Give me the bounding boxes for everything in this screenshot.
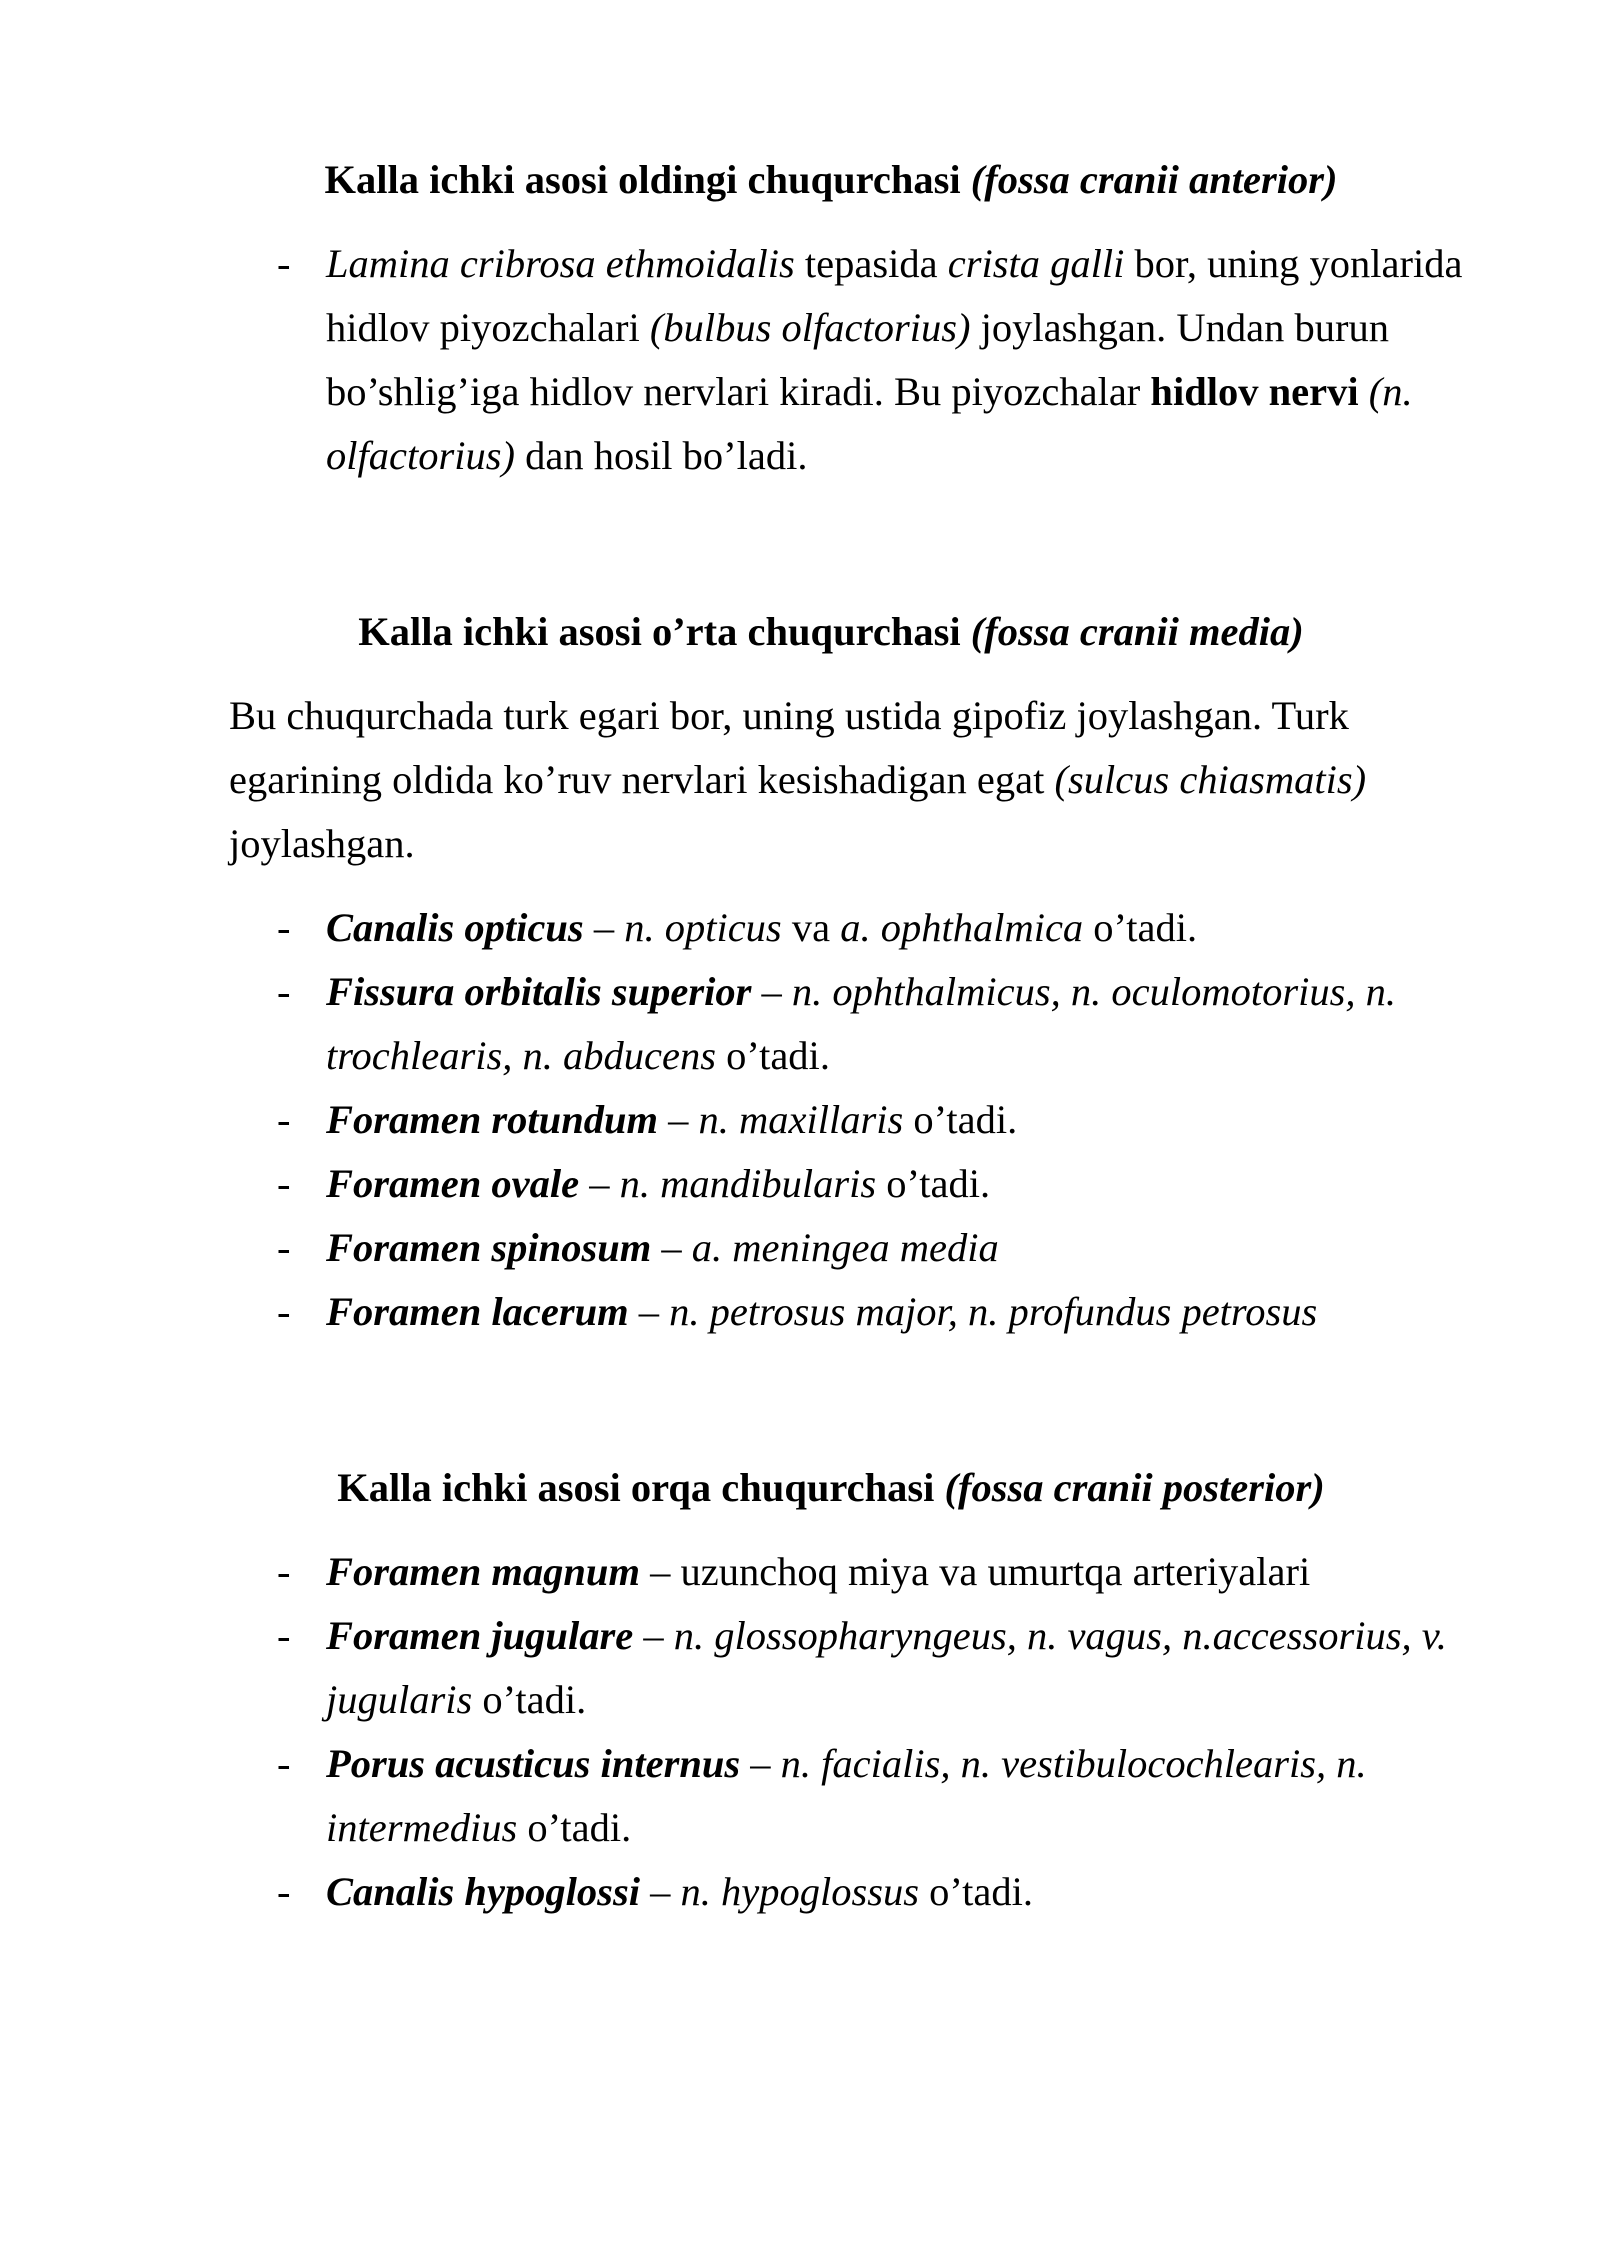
term-latin: n. facialis, n. vestibulocochlearis, n. intermedius [326, 1741, 1367, 1850]
text: dan hosil bo’ladi. [515, 433, 808, 478]
text: joylashgan. [229, 821, 415, 866]
list-item [0, 1280, 1600, 1344]
list-item [0, 1540, 1600, 1604]
section-heading-anterior [0, 148, 1600, 212]
list-item [0, 1604, 1600, 1732]
bullet-dash: - [277, 969, 291, 1014]
paragraph-media [229, 684, 1479, 876]
term-latin: Lamina cribrosa ethmoidalis [326, 241, 795, 286]
text: o’tadi. [876, 1161, 991, 1206]
text: o’tadi. [715, 1033, 830, 1078]
text: Bu chuqurchada turk egari bor, uning ustida gipofiz joylashgan. Turk egarining oldida ko’ruv nervlari kesishadigan egat [229, 693, 1349, 802]
term-latin: (bulbus olfactorius) [649, 305, 971, 350]
heading-latin: (fossa cranii posterior) [944, 1465, 1325, 1510]
bullet-dash: - [277, 1869, 291, 1914]
list-item [0, 1152, 1600, 1216]
term-bold-latin: Fissura orbitalis superior [326, 969, 752, 1014]
list-item [0, 1860, 1600, 1924]
heading-text: Kalla ichki asosi o’rta chuqurchasi [358, 609, 961, 654]
term-bold-latin: Canalis hypoglossi [326, 1869, 640, 1914]
text: – [579, 1161, 620, 1206]
term-bold-latin: Foramen magnum [326, 1549, 640, 1594]
text: – [633, 1613, 674, 1658]
term-bold-latin: Foramen rotundum [326, 1097, 658, 1142]
bullet-dash: - [277, 1097, 291, 1142]
term-bold: hidlov nervi [1150, 369, 1359, 414]
text: – [628, 1289, 670, 1334]
term-bold-latin: Foramen jugulare [326, 1613, 634, 1658]
heading-latin: (fossa cranii anterior) [970, 157, 1338, 202]
term-latin: (n. olfactorius) [326, 369, 1413, 478]
text [1359, 369, 1369, 414]
text: bor, uning yonlarida hidlov piyozchalari [326, 241, 1463, 350]
term-latin: a. ophthalmica [840, 905, 1084, 950]
term-latin: (sulcus chiasmatis) [1054, 757, 1367, 802]
text: joylashgan. Undan burun bo’shlig’iga hidlov nervlari kiradi. Bu piyozchalar [326, 305, 1389, 414]
list-item [0, 1088, 1600, 1152]
bullet-dash: - [277, 1225, 291, 1270]
text: – [740, 1741, 781, 1786]
term-latin: n. mandibularis [619, 1161, 877, 1206]
term-latin: crista galli [947, 241, 1125, 286]
list-anterior [0, 232, 1600, 488]
bullet-dash: - [277, 1613, 291, 1658]
list-item [0, 896, 1600, 960]
term-bold-latin: Foramen ovale [326, 1161, 580, 1206]
text: – [639, 1869, 681, 1914]
text: – [651, 1225, 692, 1270]
heading-text: Kalla ichki asosi oldingi chuqurchasi [324, 157, 961, 202]
term-bold-latin: Canalis opticus [326, 905, 584, 950]
term-latin: n. hypoglossus [680, 1869, 919, 1914]
text: va [781, 905, 841, 950]
bullet-dash: - [277, 1549, 291, 1594]
section-heading-posterior [0, 1456, 1600, 1520]
text: o’tadi. [517, 1805, 632, 1850]
list-item [0, 1216, 1600, 1280]
term-bold-latin: Foramen spinosum [326, 1225, 652, 1270]
bullet-dash: - [277, 1741, 291, 1786]
list-item [0, 232, 1600, 488]
term-latin: n. ophthalmicus, n. oculomotorius, n. trochlearis, n. abducens [326, 969, 1397, 1078]
bullet-dash: - [277, 905, 291, 950]
text: tepasida [794, 241, 948, 286]
term-latin: n. petrosus major, n. profundus petrosus [669, 1289, 1318, 1334]
bullet-dash: - [277, 241, 291, 286]
text: – [751, 969, 792, 1014]
text: – [583, 905, 625, 950]
list-item [0, 1732, 1600, 1860]
text: o’tadi. [472, 1677, 587, 1722]
text: – [658, 1097, 699, 1142]
heading-latin: (fossa cranii media) [970, 609, 1304, 654]
term-latin: n. maxillaris [698, 1097, 904, 1142]
bullet-dash: - [277, 1161, 291, 1206]
term-latin: n. opticus [624, 905, 782, 950]
list-media [0, 896, 1600, 1344]
list-posterior [0, 1540, 1600, 1924]
text: o’tadi. [918, 1869, 1033, 1914]
term-bold-latin: Porus acusticus internus [326, 1741, 741, 1786]
section-heading-media [0, 600, 1600, 664]
text: – [639, 1549, 681, 1594]
term-bold-latin: Foramen lacerum [326, 1289, 629, 1334]
list-item [0, 960, 1600, 1088]
heading-text: Kalla ichki asosi orqa chuqurchasi [337, 1465, 935, 1510]
text: o’tadi. [903, 1097, 1018, 1142]
term-latin: n. glossopharyngeus, n. vagus, n.accessorius, v. jugularis [326, 1613, 1447, 1722]
bullet-dash: - [277, 1289, 291, 1334]
term-latin: a. meningea media [691, 1225, 999, 1270]
text: uzunchoq miya va umurtqa arteriyalari [680, 1549, 1311, 1594]
text: o’tadi. [1083, 905, 1198, 950]
